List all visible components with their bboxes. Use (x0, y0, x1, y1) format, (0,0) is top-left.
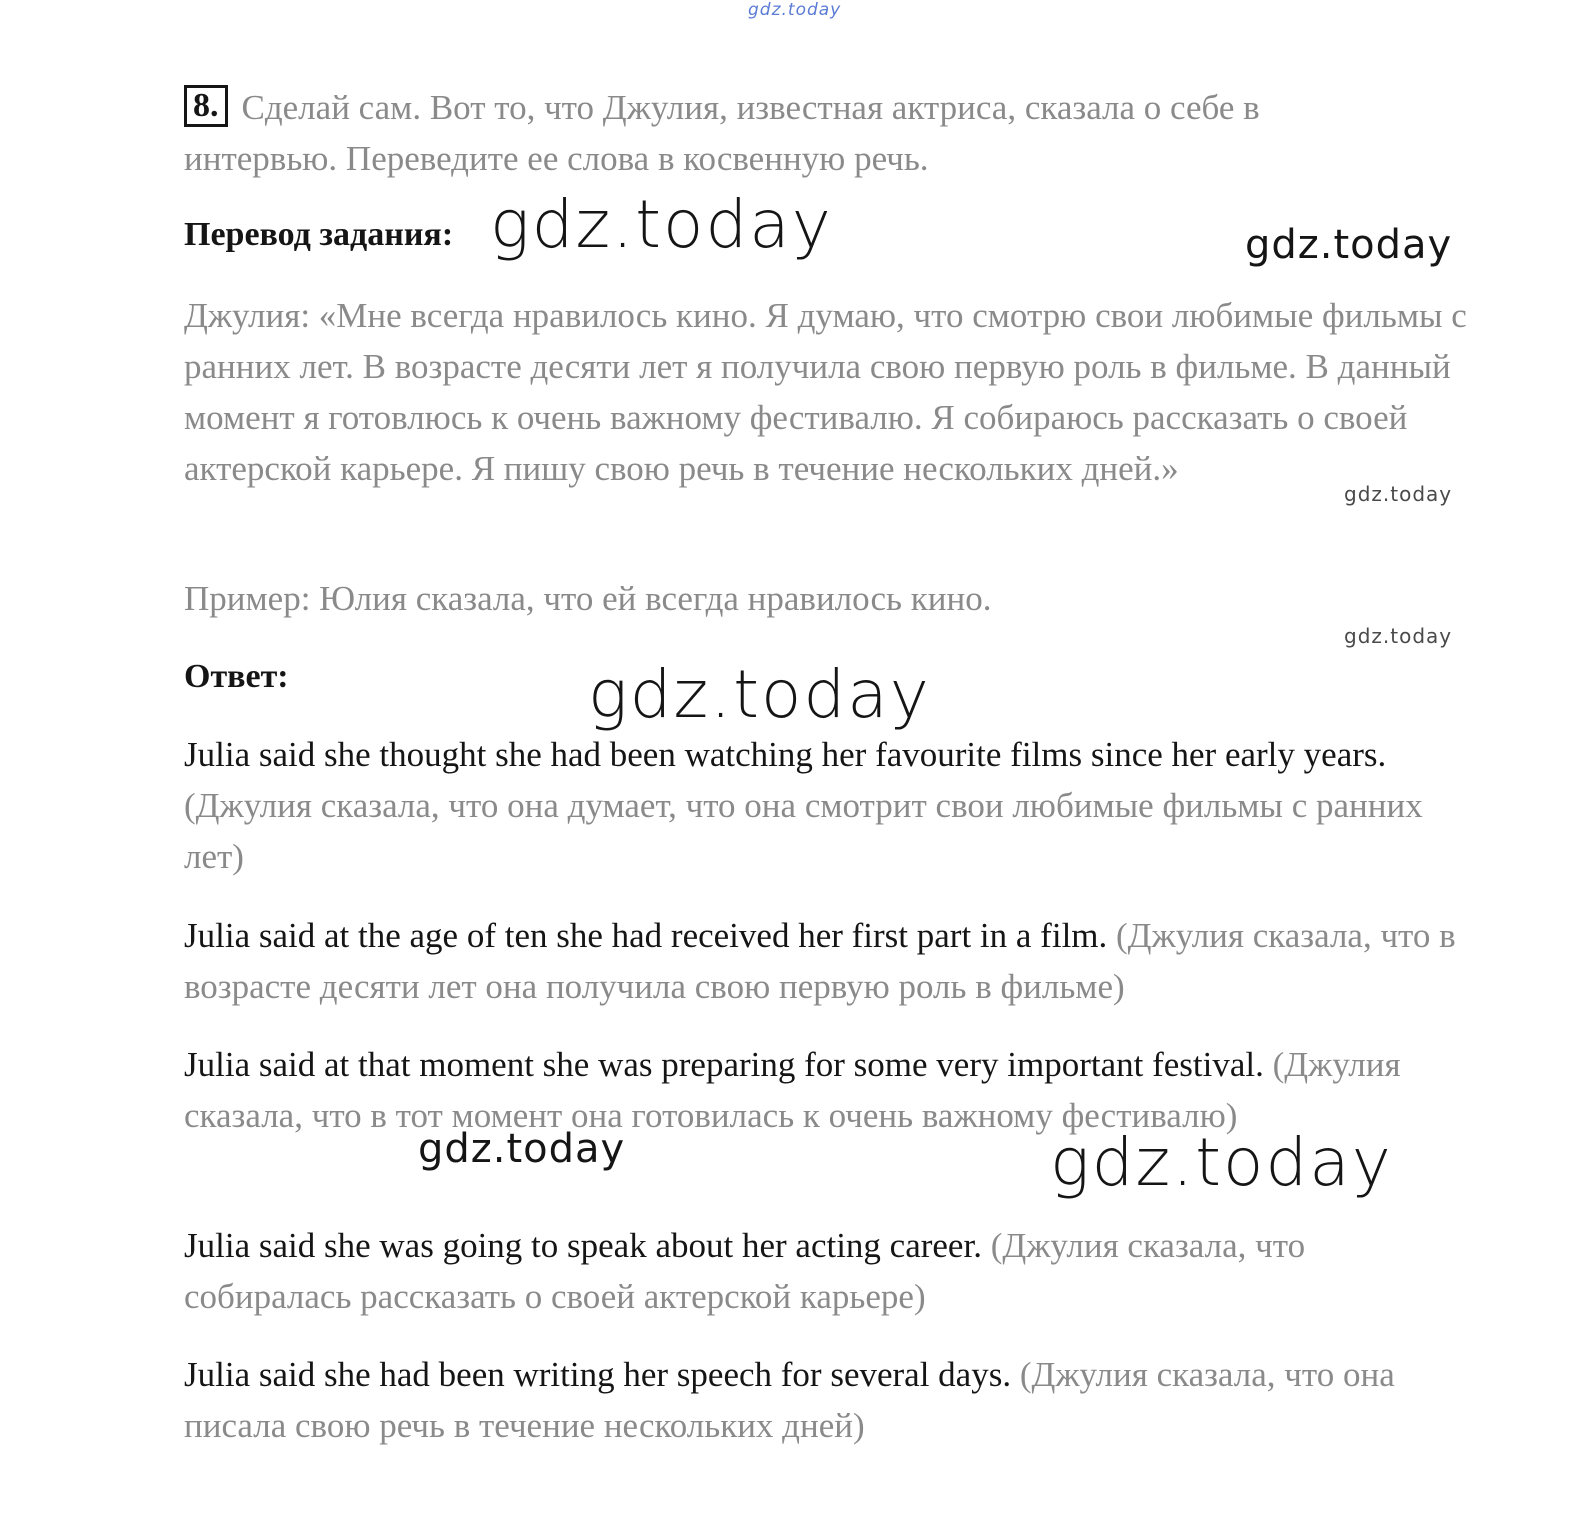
translation-quote: Джулия: «Мне всегда нравилось кино. Я думаю, что смотрю свои любимые фильмы с ранних лет. В возрасте десяти лет я получила свою первую роль в фильме. В данный момент я готовлюсь к очень важному фестивалю. Я собираюсь рассказать о своей актерской карьере. Я пишу свою речь в течение нескольких дней.» (184, 296, 1467, 488)
answer-heading: Ответ: (184, 658, 289, 695)
watermark-lower-left: gdz.today (418, 1126, 626, 1172)
answer-item (184, 1349, 1484, 1451)
answer-english: Julia said at the age of ten she had received her first part in a film. (184, 916, 1108, 955)
watermark-right-upper: gdz.today (1245, 222, 1453, 268)
answer-russian: (Джулия сказала, что в возрасте десяти лет она получила свою первую роль в фильме) (184, 916, 1456, 1006)
answer-russian: (Джулия сказала, что собиралась рассказать о своей актерской карьере) (184, 1226, 1306, 1316)
translation-example: Пример: Юлия сказала, что ей всегда нравилось кино. (184, 579, 992, 618)
watermark-heading: gdz.today (490, 186, 833, 263)
answer-item (184, 729, 1484, 882)
watermark-top: gdz.today (748, 0, 842, 20)
answer-english: Julia said at that moment she was preparing for some very important festival. (184, 1045, 1264, 1084)
watermark-lower-right: gdz.today (1050, 1124, 1393, 1201)
answer-russian: (Джулия сказала, что она писала свою речь в течение нескольких дней) (184, 1355, 1395, 1445)
translation-heading: Перевод задания: (184, 216, 454, 253)
task-instruction: Сделай сам. Вот то, что Джулия, известная актриса, сказала о себе в интервью. Переведите ее слова в косвенную речь. (184, 88, 1260, 178)
answer-russian: (Джулия сказала, что она думает, что она смотрит свои любимые фильмы с ранних лет) (184, 786, 1423, 876)
task-instruction-block (184, 82, 1414, 184)
answer-russian: (Джулия сказала, что в тот момент она готовилась к очень важному фестивалю) (184, 1045, 1401, 1135)
watermark-small-1: gdz.today (1344, 482, 1453, 506)
answer-item (184, 1039, 1424, 1141)
answer-english: Julia said she thought she had been watching her favourite films since her early years. (184, 735, 1387, 774)
answer-english: Julia said she was going to speak about her acting career. (184, 1226, 982, 1265)
answer-item (184, 910, 1484, 1012)
watermark-small-2: gdz.today (1344, 624, 1453, 648)
answer-english: Julia said she had been writing her speech for several days. (184, 1355, 1012, 1394)
watermark-answer: gdz.today (588, 656, 931, 733)
task-number: 8. (184, 85, 228, 127)
answer-item (184, 1220, 1454, 1322)
